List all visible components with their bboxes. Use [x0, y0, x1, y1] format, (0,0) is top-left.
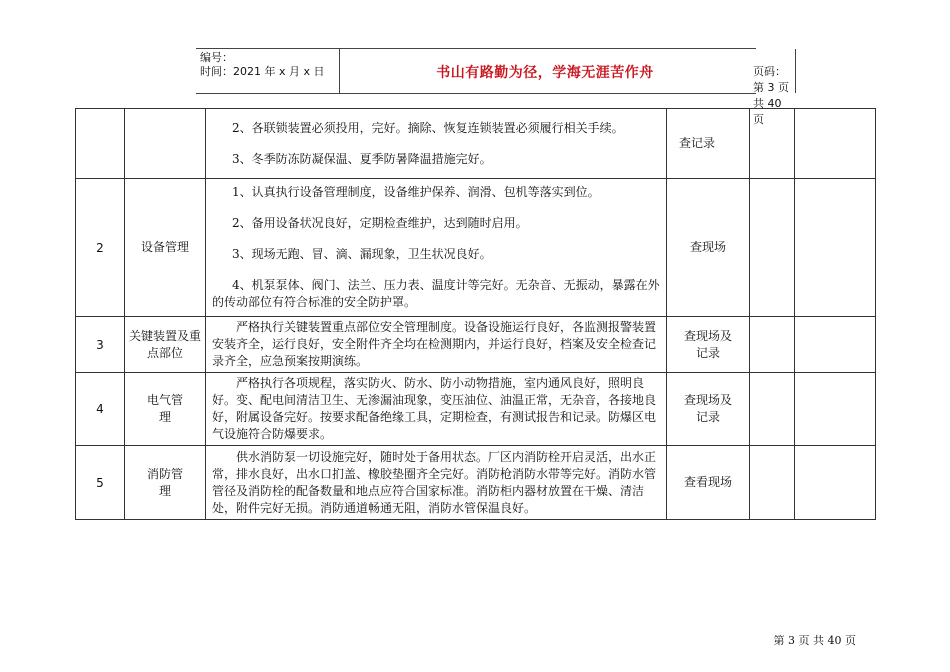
requirement-text: 3、现场无跑、冒、滴、漏现象，卫生状况良好。: [232, 247, 492, 261]
row-item: [125, 109, 206, 179]
empty-cell: [750, 317, 795, 373]
row-method: 查记录: [667, 109, 750, 179]
row-method: 查现场及记录: [667, 373, 750, 446]
number-label: 编号：: [200, 51, 233, 64]
row-item: 设备管理: [125, 179, 206, 317]
row-item: 消防管理: [125, 446, 206, 520]
row-method: 查现场: [667, 179, 750, 317]
row-number: 5: [76, 446, 125, 520]
empty-cell: [795, 109, 876, 179]
row-method: 查现场及记录: [667, 317, 750, 373]
row-item: 电气管理: [125, 373, 206, 446]
table-row: [76, 109, 876, 179]
table-row: [76, 373, 876, 446]
page-header: [196, 48, 789, 126]
empty-cell: [795, 373, 876, 446]
row-requirements: [206, 317, 667, 373]
row-number: 3: [76, 317, 125, 373]
requirement-text: 严格执行各项规程，落实防火、防水、防小动物措施，室内通风良好，照明良好。变、配电间清洁卫生、无渗漏油现象，变压油位、油温正常，无杂音，各接地良好，附属设备完好。按要求配备绝缘工具，定期检查，有测试报告和记录。防爆区电气设施符合防爆要求。: [212, 376, 657, 441]
empty-cell: [795, 446, 876, 520]
motto-text: 书山有路勤为径，学海无涯苦作舟: [436, 65, 654, 81]
row-item: 关键装置及重点部位: [125, 317, 206, 373]
requirement-text: 2、各联锁装置必须投用，完好。摘除、恢复连锁装置必须履行相关手续。: [232, 120, 624, 135]
empty-cell: [750, 446, 795, 520]
table-row: [76, 446, 876, 520]
table-row: [76, 179, 876, 317]
table-row: [76, 317, 876, 373]
row-requirements: [206, 446, 667, 520]
row-requirements: [206, 109, 667, 179]
row-number: 4: [76, 373, 125, 446]
row-method: 查看现场: [667, 446, 750, 520]
requirement-text: 1、认真执行设备管理制度，设备维护保养、润滑、包机等落实到位。: [232, 185, 600, 199]
requirement-text: 3、冬季防冻防凝保温、夏季防暑降温措施完好。: [232, 151, 492, 166]
empty-cell: [795, 317, 876, 373]
row-requirements: [206, 179, 667, 317]
safety-check-table: [75, 108, 876, 520]
empty-cell: [750, 179, 795, 317]
page-footer: 第 3 页 共 40 页: [773, 634, 856, 647]
requirement-text: 4、机泵泵体、阀门、法兰、压力表、温度计等完好。无杂音、无振动，暴露在外的传动部位有符合标准的安全防护罩。: [212, 278, 660, 309]
empty-cell: [795, 179, 876, 317]
row-number: [76, 109, 125, 179]
empty-cell: [750, 109, 795, 179]
requirement-text: 供水消防泵一切设施完好，随时处于备用状态。厂区内消防栓开启灵活，出水正常，排水良好，出水口扪盖、橡胶垫圈齐全完好。消防枪消防水带等完好。消防水管管径及消防栓的配备数量和地点应符合国家标准。消防柜内器材放置在干燥、清洁处，附件完好无损。消防通道畅通无阻，消防水管保温良好。: [212, 449, 657, 515]
empty-cell: [750, 373, 795, 446]
requirement-text: 2、备用设备状况良好，定期检查维护，达到随时启用。: [232, 216, 528, 230]
page-code: 页码：第 3 页 共 40 页: [753, 65, 789, 126]
row-requirements: [206, 373, 667, 446]
header-motto-cell: [339, 49, 796, 126]
row-number: 2: [76, 179, 125, 317]
requirement-text: 严格执行关键装置重点部位安全管理制度。设备设施运行良好，各监测报警装置安装齐全，运行良好，安全附件齐全均在检测期内，并运行良好，档案及安全检查记录齐全，应急预案按期演练。: [212, 320, 657, 368]
header-meta: [200, 51, 340, 79]
time-label: 时间：2021 年 x 月 x 日: [200, 65, 325, 78]
